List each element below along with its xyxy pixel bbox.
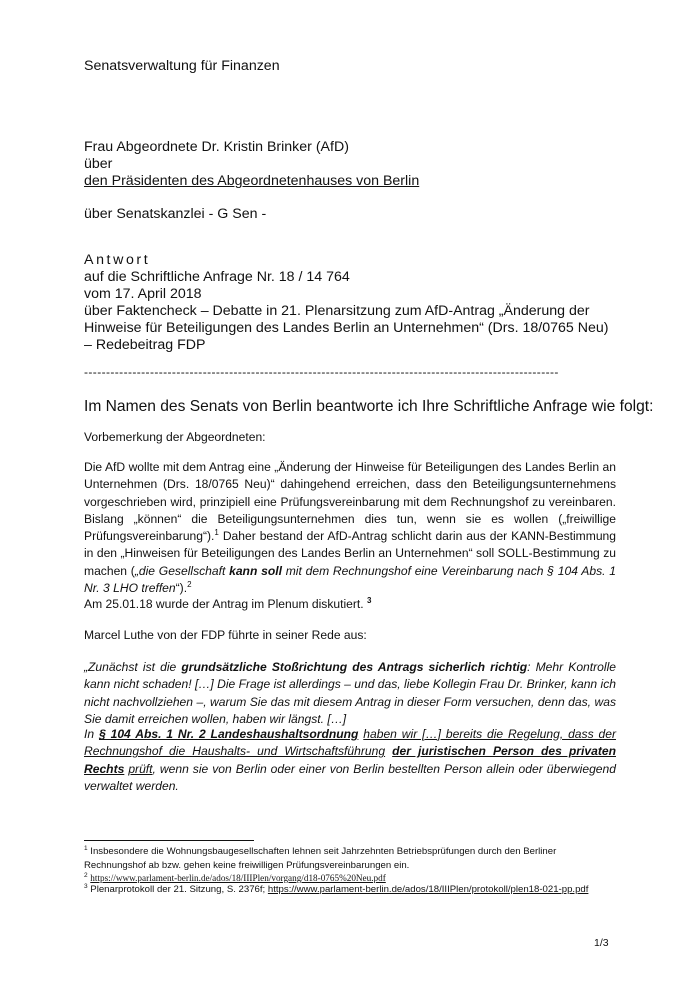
addressee-president: den Präsidenten des Abgeordnetenhauses von Berlin bbox=[84, 173, 420, 189]
quote1-a: „Zunächst ist die bbox=[84, 660, 182, 674]
addressee-chancellery: über Senatskanzlei - G Sen - bbox=[84, 206, 267, 222]
footnote-3-link[interactable]: https://www.parlament-berlin.de/ados/18/IIIPlen/protokoll/plen18-021-pp.pdf bbox=[267, 884, 589, 895]
department-header: Senatsverwaltung für Finanzen bbox=[84, 58, 280, 74]
prelim-paragraph bbox=[84, 459, 616, 597]
footnote-ref-1: 1 bbox=[214, 528, 219, 538]
footnote-3 bbox=[84, 883, 616, 897]
quote2-bold1: § 104 Abs. 1 Nr. 2 Landeshaushaltsordnung bbox=[98, 727, 359, 741]
prelim-quote bbox=[84, 564, 616, 595]
footnote-1-number: 1 bbox=[84, 844, 88, 852]
quote2-underline2: prüft bbox=[128, 761, 153, 776]
speech-quote-1 bbox=[84, 659, 616, 728]
footnote-ref-2: 2 bbox=[187, 580, 192, 590]
plenum-text: Am 25.01.18 wurde der Antrag im Plenum diskutiert. bbox=[84, 597, 364, 611]
quote2-a: In bbox=[84, 727, 99, 741]
footnote-3-text: Plenarprotokoll der 21. Sitzung, S. 2376f; bbox=[87, 884, 268, 895]
inquiry-subject-line1: über Faktencheck – Debatte in 21. Plenarsitzung zum AfD-Antrag „Änderung der bbox=[84, 303, 590, 319]
footnote-divider bbox=[84, 840, 254, 841]
inquiry-date: vom 17. April 2018 bbox=[84, 286, 202, 302]
quote2-e: , wenn sie von Berlin oder einer von Berlin bestellten Person allein oder überwiegend verwaltet werden. bbox=[84, 761, 616, 793]
plenum-sentence bbox=[84, 596, 371, 613]
footnote-ref-3: 3 bbox=[367, 595, 372, 605]
quote1-b: : Mehr Kontrolle kann nicht schaden! […] Die Frage ist allerdings – und das, liebe Kollegin Frau Dr. Brinker, kann ich nicht nachvollziehen –, warum Sie das mit diesem Antrag in dieser Form versuchen, denn das, was Sie damit erreichen wollen, haben wir längst. […] bbox=[84, 660, 616, 726]
inquiry-subject-line3: – Redebeitrag FDP bbox=[84, 337, 206, 353]
addressee-name: Frau Abgeordnete Dr. Kristin Brinker (AfD) bbox=[84, 139, 349, 155]
quote2-bold2: der juristischen Person des privaten Rechts bbox=[84, 744, 616, 776]
speech-quote-2 bbox=[84, 726, 616, 795]
quote1-bold: grundsätzliche Stoßrichtung des Antrags sicherlich richtig bbox=[181, 660, 528, 674]
footnote-1 bbox=[84, 845, 616, 872]
footnote-1-text: Insbesondere die Wohnungsbaugesellschaften lehnen seit Jahrzehnten Betriebsprüfungen durch den Berliner Rechnungshof ab bzw. gehen keine freiwilligen Prüfungsvereinbarungen ein. bbox=[84, 846, 557, 871]
addressee-via: über bbox=[84, 156, 113, 172]
prelim-text-c: “). bbox=[175, 581, 188, 596]
inquiry-subject-line2: Hinweise für Beteiligungen des Landes Berlin an Unternehmen“ (Drs. 18/0765 Neu) bbox=[84, 320, 609, 336]
intro-sentence: Im Namen des Senats von Berlin beantworte ich Ihre Schriftliche Anfrage wie folgt: bbox=[84, 398, 654, 415]
footnote-3-number: 3 bbox=[84, 882, 88, 890]
prelim-quote-b: mit dem Rechnungshof eine Vereinbarung nach § 104 Abs. 1 Nr. 3 LHO treffen bbox=[84, 563, 616, 596]
prelim-text-a: Die AfD wollte mit dem Antrag eine „Änderung der Hinweise für Beteiligungen des Landes Berlin an Unternehmen (Drs. 18/0765 Neu)“ dahingehend erreichen, dass den Beteiligungsunternehmens vorgeschrieben wird, prinzipiell eine Prüfungsvereinbarung mit dem Rechnungshof zu vereinbaren. Bislang „können“ die Beteiligungsunternehmen dies tun, wenn sie es wollen („freiwillige Prüfungsvereinbarung“). bbox=[84, 460, 616, 544]
answer-title: Antwort bbox=[84, 252, 151, 268]
separator-line: ------------------------------------------------------------------------------------------------------------ bbox=[84, 365, 559, 379]
prelim-text-b: Daher bestand der AfD-Antrag schlicht darin aus der KANN-Bestimmung in den „Hinweisen für Beteiligungen des Landes Berlin an Unternehmen“ soll SOLL-Bestimmung zu machen ( bbox=[84, 529, 616, 578]
footnote-2-link[interactable]: https://www.parlament-berlin.de/ados/18/IIIPlen/vorgang/d18-0765%20Neu.pdf bbox=[90, 873, 386, 883]
prelim-quote-a: „die Gesellschaft bbox=[134, 563, 230, 578]
speaker-intro: Marcel Luthe von der FDP führte in seiner Rede aus: bbox=[84, 628, 367, 642]
quote2-underline1: haben wir […] bereits die Regelung, dass der Rechnungshof die Haushalts- und Wirtschaftsführung bbox=[84, 727, 616, 759]
page-number: 1/3 bbox=[594, 937, 609, 949]
footnote-2-number: 2 bbox=[84, 871, 88, 879]
prelim-quote-bold: kann soll bbox=[229, 563, 282, 578]
prelim-heading: Vorbemerkung der Abgeordneten: bbox=[84, 430, 266, 444]
inquiry-number: auf die Schriftliche Anfrage Nr. 18 / 14 764 bbox=[84, 269, 350, 285]
